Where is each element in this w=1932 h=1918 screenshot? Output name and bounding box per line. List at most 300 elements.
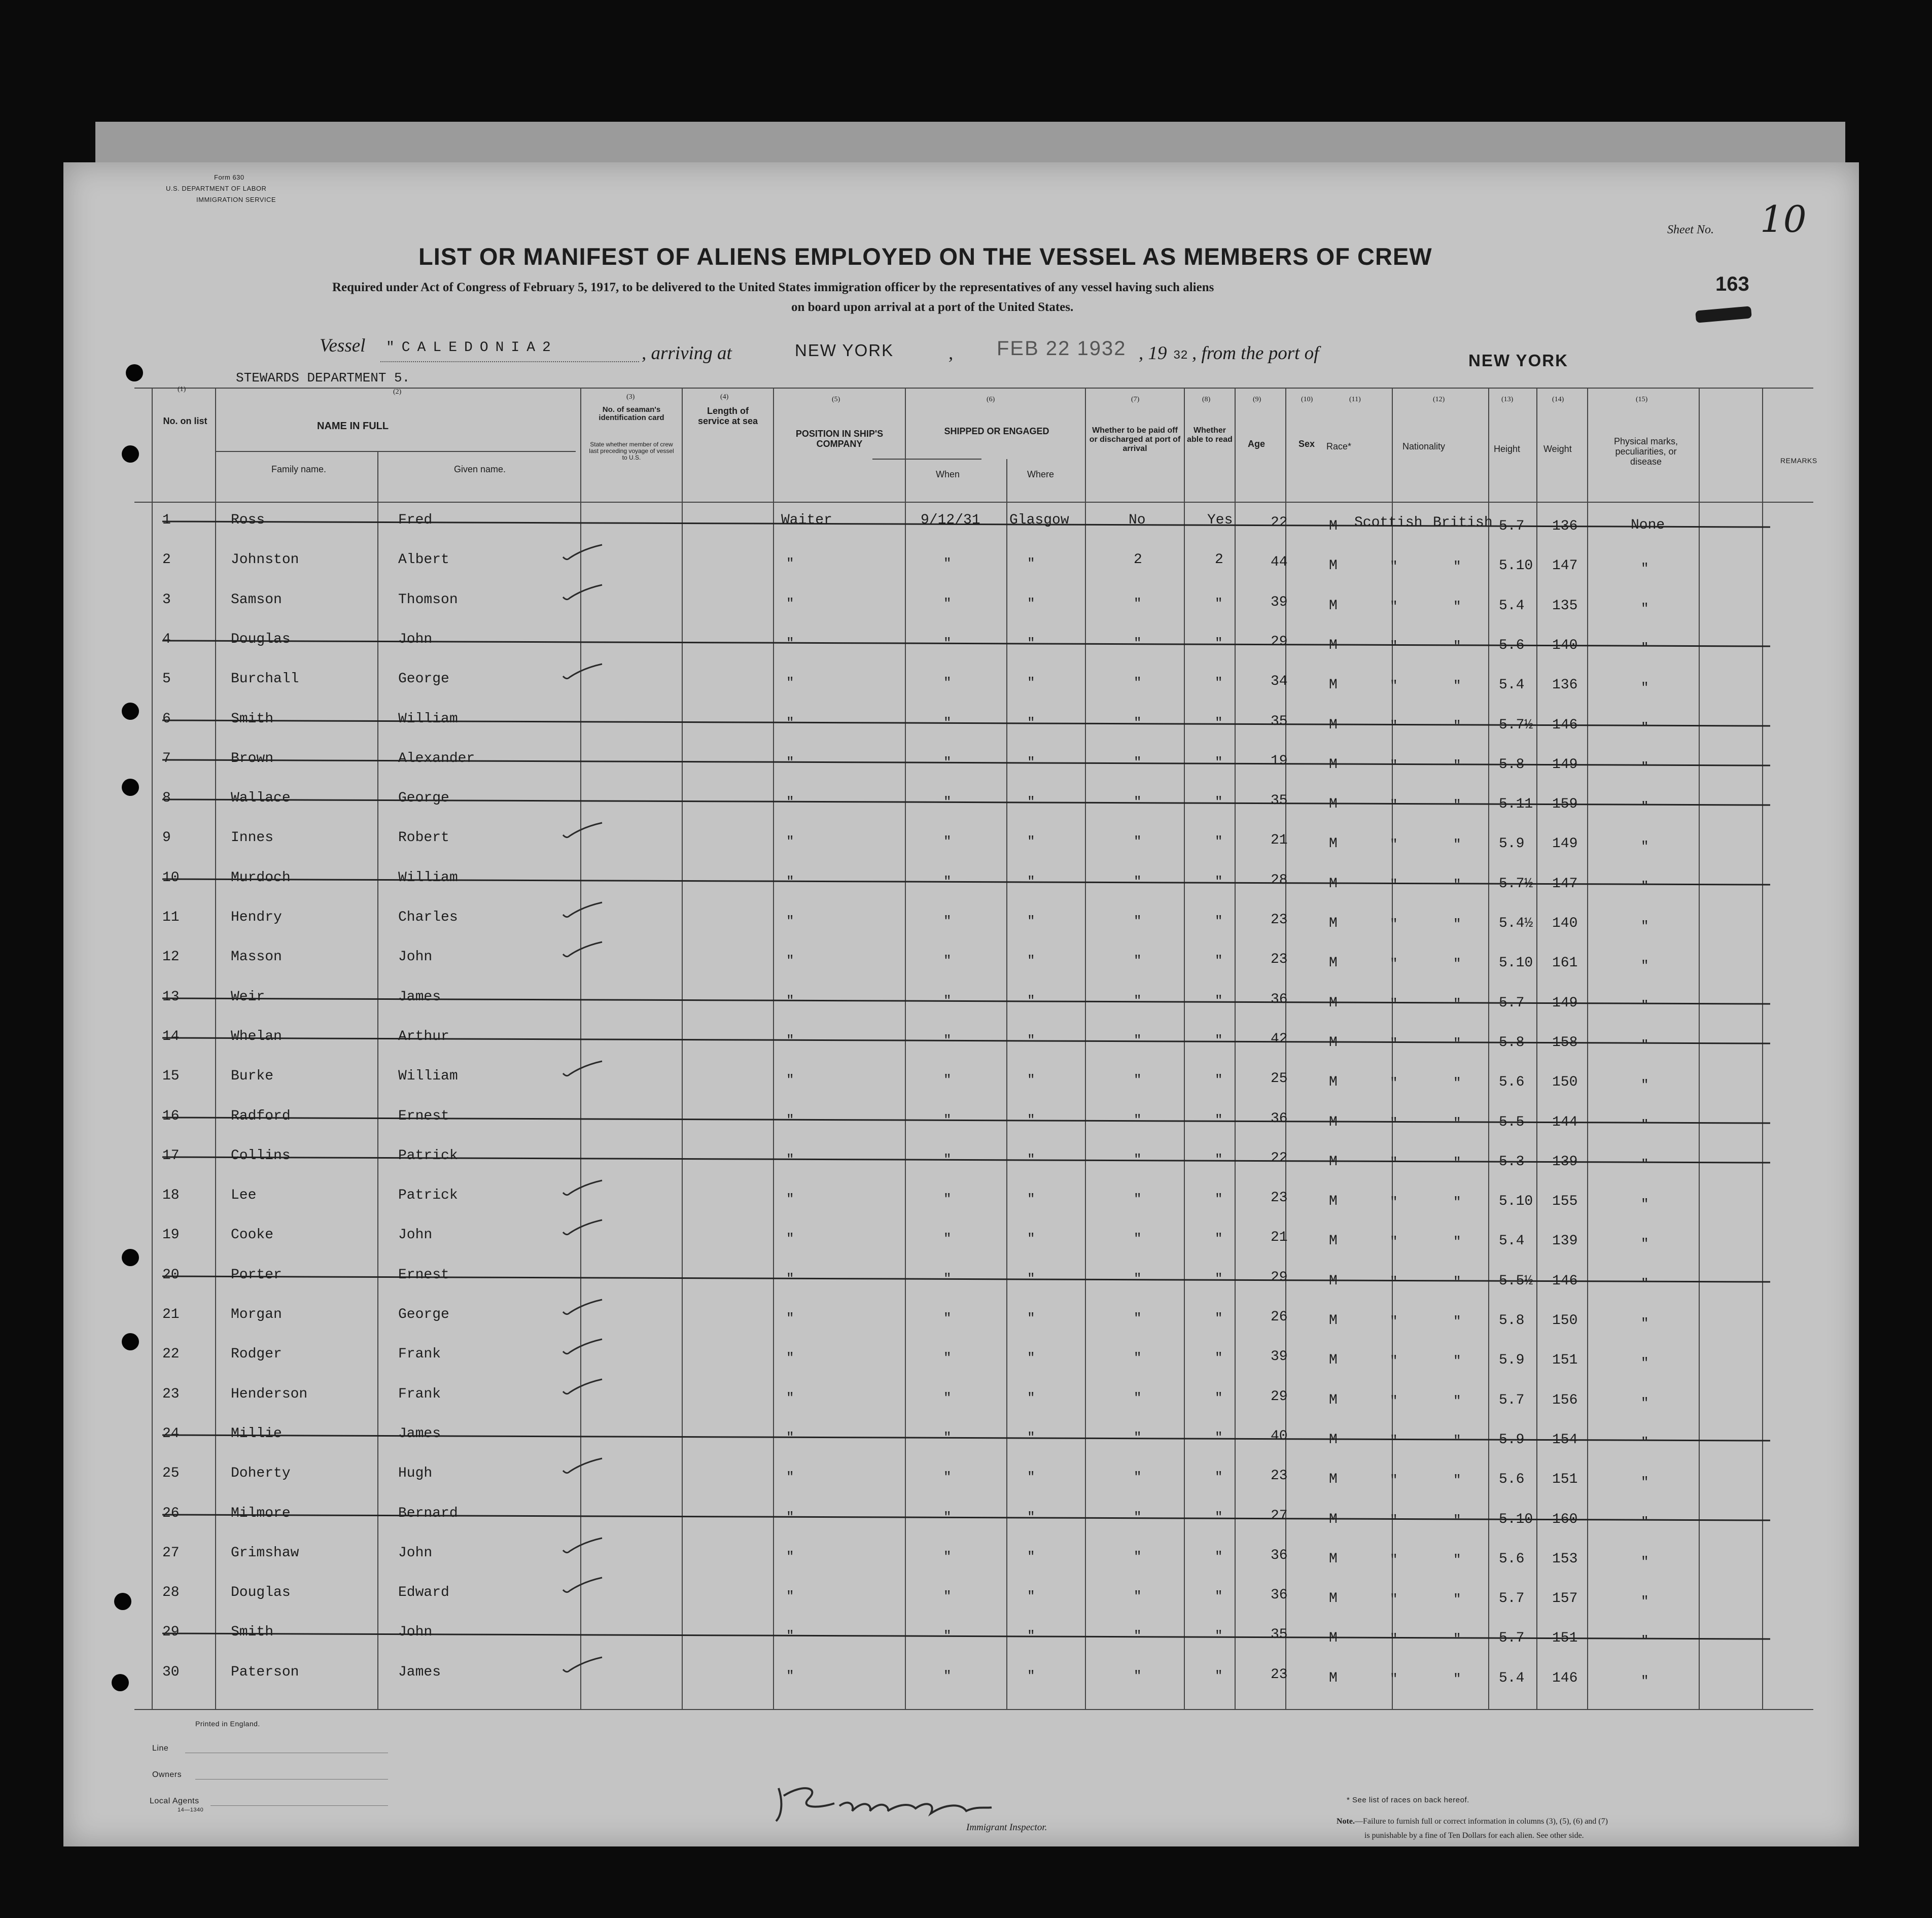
sex: M [1329, 1352, 1338, 1368]
paid-ditto: " [1134, 1390, 1142, 1406]
family-name: Samson [231, 592, 282, 608]
sex: M [1329, 598, 1338, 614]
nationality-ditto: " [1453, 718, 1461, 734]
nationality-ditto: " [1453, 599, 1461, 614]
when-ditto: " [943, 1033, 952, 1048]
age: 44 [1271, 554, 1288, 570]
vessel-name: "CALEDONIA2 [386, 340, 558, 356]
check-mark-icon [560, 583, 606, 603]
check-mark-icon [560, 662, 606, 682]
position-ditto: " [786, 715, 794, 730]
given-name: Patrick [398, 1148, 458, 1164]
col8-header: Whether able to read [1187, 426, 1233, 444]
read-ditto: " [1215, 1668, 1223, 1684]
read-ditto: " [1215, 1589, 1223, 1604]
able-to-read: 2 [1215, 552, 1223, 568]
when-ditto: " [943, 993, 952, 1008]
sex: M [1329, 1273, 1338, 1289]
given-name: Arthur [398, 1029, 449, 1044]
height: 5.8 [1499, 757, 1525, 773]
read-ditto: " [1215, 1311, 1223, 1326]
where-ditto: " [1027, 953, 1035, 968]
punch-hole [122, 1249, 139, 1266]
paid-ditto: " [1134, 1152, 1142, 1167]
weight: 139 [1552, 1233, 1578, 1249]
paid-ditto: " [1134, 1072, 1142, 1088]
weight: 147 [1552, 876, 1578, 892]
col2-number: (2) [393, 388, 402, 396]
check-mark-icon [560, 1059, 606, 1079]
race-ditto: " [1390, 639, 1398, 654]
col6-header: SHIPPED OR ENGAGED [944, 426, 1049, 436]
penalty-note [1337, 1817, 1608, 1826]
race-ditto: " [1390, 1195, 1398, 1210]
race-ditto: " [1390, 797, 1398, 813]
read-ditto: " [1215, 993, 1223, 1008]
age: 23 [1271, 1468, 1288, 1484]
position-ditto: " [786, 1112, 794, 1128]
nationality-ditto: " [1453, 797, 1461, 813]
when-ditto: " [943, 1311, 952, 1326]
weight: 156 [1552, 1392, 1578, 1408]
where-ditto: " [1027, 1033, 1035, 1048]
sex: M [1329, 1591, 1338, 1607]
race-ditto: " [1390, 877, 1398, 892]
sex: M [1329, 1472, 1338, 1487]
col4-number: (4) [720, 393, 729, 401]
read-ditto: " [1215, 1510, 1223, 1525]
family-name: Johnston [231, 552, 299, 568]
family-name: Innes [231, 830, 274, 846]
weight: 150 [1552, 1313, 1578, 1329]
nationality-ditto: " [1453, 1631, 1461, 1647]
row-number: 21 [162, 1307, 180, 1322]
family-name: Douglas [231, 1585, 291, 1600]
nationality-ditto: " [1453, 877, 1461, 892]
family-name: Weir [231, 989, 265, 1005]
col10-header: Sex [1298, 439, 1315, 449]
weight: 146 [1552, 1670, 1578, 1686]
row-number: 16 [162, 1108, 180, 1124]
weight: 149 [1552, 995, 1578, 1011]
row-number: 28 [162, 1585, 180, 1600]
row-number: 2 [162, 552, 171, 568]
nationality-ditto: " [1453, 1195, 1461, 1210]
races-note: * See list of races on back hereof. [1347, 1796, 1469, 1804]
position-ditto: " [786, 1350, 794, 1366]
read-ditto: " [1215, 914, 1223, 929]
row-number: 14 [162, 1029, 180, 1044]
race-ditto: " [1390, 996, 1398, 1012]
weight: 157 [1552, 1591, 1578, 1607]
height: 5.6 [1499, 1472, 1525, 1487]
weight: 135 [1552, 598, 1578, 614]
punch-hole [122, 703, 139, 720]
sex: M [1329, 717, 1338, 733]
position-ditto: " [786, 1033, 794, 1048]
paid-off: 2 [1134, 552, 1142, 568]
age: 36 [1271, 992, 1288, 1007]
where-ditto: " [1027, 675, 1035, 690]
from-label: , from the port of [1192, 343, 1319, 364]
note-label: Note. [1337, 1817, 1355, 1826]
family-name: Smith [231, 711, 274, 727]
where-ditto: " [1027, 1628, 1035, 1644]
nationality-ditto: " [1453, 678, 1461, 693]
race-ditto: " [1390, 1552, 1398, 1567]
race-ditto: " [1390, 1036, 1398, 1051]
remarks-header: REMARKS [1780, 457, 1817, 465]
when-ditto: " [943, 834, 952, 849]
when-ditto: " [943, 1072, 952, 1088]
family-name: Milmore [231, 1506, 291, 1521]
when-ditto: " [943, 755, 952, 770]
nationality-ditto: " [1453, 1433, 1461, 1448]
paid-ditto: " [1134, 1033, 1142, 1048]
marks-ditto: " [1641, 1038, 1649, 1053]
read-ditto: " [1215, 1430, 1223, 1445]
where-ditto: " [1027, 636, 1035, 651]
check-mark-icon [560, 821, 606, 841]
weight: 140 [1552, 916, 1578, 931]
height: 5.11 [1499, 796, 1533, 812]
race-ditto: " [1390, 678, 1398, 693]
when-ditto: " [943, 1112, 952, 1128]
weight: 136 [1552, 677, 1578, 693]
given-name: Ernest [398, 1267, 449, 1283]
read-ditto: " [1215, 1231, 1223, 1246]
sex: M [1329, 916, 1338, 931]
given-name: James [398, 1426, 441, 1442]
age: 26 [1271, 1309, 1288, 1325]
col7-number: (7) [1131, 396, 1140, 403]
height: 5.7 [1499, 1630, 1525, 1646]
page-title: LIST OR MANIFEST OF ALIENS EMPLOYED ON THE VESSEL AS MEMBERS OF CREW [418, 243, 1432, 270]
family-name: Henderson [231, 1386, 308, 1402]
punch-hole [122, 1333, 139, 1350]
when-ditto: " [943, 1628, 952, 1644]
when-ditto: " [943, 914, 952, 929]
col15-number: (15) [1636, 396, 1648, 403]
when-ditto: " [943, 1152, 952, 1167]
when-ditto: " [943, 1470, 952, 1485]
check-mark-icon [560, 1456, 606, 1477]
sex: M [1329, 1194, 1338, 1209]
read-ditto: " [1215, 596, 1223, 611]
paid-ditto: " [1134, 914, 1142, 929]
height: 5.8 [1499, 1035, 1525, 1051]
marks-ditto: " [1641, 760, 1649, 775]
agents-label: Local Agents [150, 1797, 199, 1805]
age: 23 [1271, 912, 1288, 928]
given-name: Edward [398, 1585, 449, 1600]
note-line2: is punishable by a fine of Ten Dollars for each alien. See other side. [1364, 1831, 1584, 1840]
where-ditto: " [1027, 1350, 1035, 1366]
col5-header: POSITION IN SHIP'S COMPANY [795, 429, 884, 449]
given-name: Frank [398, 1346, 441, 1362]
where-ditto: " [1027, 596, 1035, 611]
col2-header: NAME IN FULL [317, 421, 389, 432]
height: 5.4 [1499, 1233, 1525, 1249]
form-code: 14—1340 [178, 1807, 204, 1813]
row-number: 29 [162, 1624, 180, 1640]
marks-ditto: " [1641, 1118, 1649, 1133]
where-ditto: " [1027, 1589, 1035, 1604]
weight: 146 [1552, 717, 1578, 733]
check-mark-icon [560, 1178, 606, 1199]
marks-ditto: " [1641, 1396, 1649, 1411]
col9-number: (9) [1253, 396, 1261, 403]
read-ditto: " [1215, 715, 1223, 730]
age: 21 [1271, 832, 1288, 848]
marks-ditto: " [1641, 879, 1649, 894]
sex: M [1329, 1035, 1338, 1051]
paid-ditto: " [1134, 715, 1142, 730]
race: Scottish [1354, 515, 1423, 531]
read-ditto: " [1215, 953, 1223, 968]
read-ditto: " [1215, 1549, 1223, 1564]
height: 5.9 [1499, 1352, 1525, 1368]
family-name: Burke [231, 1068, 274, 1084]
when-ditto: " [943, 636, 952, 651]
nationality-ditto: " [1453, 559, 1461, 574]
nationality-ditto: " [1453, 639, 1461, 654]
row-number: 24 [162, 1426, 180, 1442]
race-ditto: " [1390, 917, 1398, 932]
race-ditto: " [1390, 1671, 1398, 1687]
position-ditto: " [786, 1430, 794, 1445]
crew-table-body [63, 162, 1859, 1846]
weight: 139 [1552, 1154, 1578, 1170]
when-ditto: " [943, 596, 952, 611]
where-ditto: " [1027, 834, 1035, 849]
service-label: IMMIGRATION SERVICE [196, 196, 276, 203]
sex: M [1329, 876, 1338, 892]
height: 5.8 [1499, 1313, 1525, 1329]
height: 5.3 [1499, 1154, 1525, 1170]
where-ditto: " [1027, 1112, 1035, 1128]
paid-ditto: " [1134, 1668, 1142, 1684]
paid-ditto: " [1134, 953, 1142, 968]
row-number: 27 [162, 1545, 180, 1561]
when-ditto: " [943, 1350, 952, 1366]
given-name: James [398, 1664, 441, 1680]
marks-ditto: " [1641, 680, 1649, 695]
punch-hole [112, 1674, 129, 1691]
race-ditto: " [1390, 1393, 1398, 1409]
owners-rule [195, 1779, 388, 1780]
owners-label: Owners [152, 1770, 182, 1779]
nationality-ditto: " [1453, 1314, 1461, 1329]
paid-ditto: " [1134, 1589, 1142, 1604]
department-line: STEWARDS DEPARTMENT 5. [236, 370, 410, 386]
paid-ditto: " [1134, 596, 1142, 611]
paid-ditto: " [1134, 1231, 1142, 1246]
where-ditto: " [1027, 1510, 1035, 1525]
given-name: Bernard [398, 1506, 458, 1521]
age: 39 [1271, 595, 1288, 610]
given-name: William [398, 1068, 458, 1084]
height: 5.7 [1499, 1392, 1525, 1408]
marks-ditto: " [1641, 1157, 1649, 1172]
weight: 158 [1552, 1035, 1578, 1051]
family-name: Radford [231, 1108, 291, 1124]
family-name: Paterson [231, 1664, 299, 1680]
age: 19 [1271, 753, 1288, 769]
col7-header: Whether to be paid off or discharged at port of arrival [1089, 426, 1181, 453]
age: 23 [1271, 1190, 1288, 1206]
row-number: 3 [162, 592, 171, 608]
paid-ditto: " [1134, 1628, 1142, 1644]
marks-ditto: " [1641, 1197, 1649, 1212]
position-ditto: " [786, 636, 794, 651]
paid-ditto: " [1134, 1350, 1142, 1366]
row-number: 10 [162, 870, 180, 886]
marks-ditto: " [1641, 1475, 1649, 1490]
race-ditto: " [1390, 1274, 1398, 1289]
race-ditto: " [1390, 1155, 1398, 1170]
height: 5.5 [1499, 1114, 1525, 1130]
height: 5.6 [1499, 1074, 1525, 1090]
where-header: Where [1027, 469, 1055, 479]
weight: 140 [1552, 638, 1578, 653]
position-ditto: " [786, 596, 794, 611]
family-name: Rodger [231, 1346, 282, 1362]
age: 39 [1271, 1349, 1288, 1365]
sex: M [1329, 1670, 1338, 1686]
inspector-signature [763, 1768, 1129, 1829]
nationality-ditto: " [1453, 1115, 1461, 1131]
paid-ditto: " [1134, 1430, 1142, 1445]
col3-number: (3) [626, 393, 635, 401]
family-name: Grimshaw [231, 1545, 299, 1561]
given-name: Frank [398, 1386, 441, 1402]
check-mark-icon [560, 1377, 606, 1398]
check-mark-icon [560, 940, 606, 960]
marks-ditto: " [1641, 799, 1649, 815]
where-ditto: " [1027, 755, 1035, 770]
read-ditto: " [1215, 636, 1223, 651]
paid-ditto: " [1134, 794, 1142, 810]
family-name: Lee [231, 1188, 257, 1203]
sex: M [1329, 1432, 1338, 1448]
race-ditto: " [1390, 1513, 1398, 1528]
nationality-ditto: " [1453, 996, 1461, 1012]
given-name: George [398, 671, 449, 687]
date-stamp: FEB 22 1932 [997, 337, 1127, 360]
row-number: 12 [162, 949, 180, 965]
height: 5.10 [1499, 1194, 1533, 1209]
marks-ditto: " [1641, 1276, 1649, 1292]
when-ditto: " [943, 1271, 952, 1286]
read-ditto: " [1215, 834, 1223, 849]
where-ditto: " [1027, 1311, 1035, 1326]
where-ditto: " [1027, 1192, 1035, 1207]
marks-ditto: " [1641, 1515, 1649, 1530]
given-name: Thomson [398, 592, 458, 608]
family-name: Douglas [231, 632, 291, 647]
col11-header: Race* [1326, 441, 1352, 451]
col3-note: State whether member of crew last preceding voyage of vessel to U.S. [589, 441, 674, 461]
read-ditto: " [1215, 1271, 1223, 1286]
position-ditto: " [786, 1510, 794, 1525]
nationality-ditto: " [1453, 1274, 1461, 1289]
sex: M [1329, 1551, 1338, 1567]
row-number: 20 [162, 1267, 180, 1283]
given-name: John [398, 1545, 433, 1561]
given-name: John [398, 632, 433, 647]
sex: M [1329, 1392, 1338, 1408]
height: 5.10 [1499, 558, 1533, 574]
row-number: 22 [162, 1346, 180, 1362]
where-ditto: " [1027, 1430, 1035, 1445]
position-ditto: " [786, 755, 794, 770]
height: 5.9 [1499, 1432, 1525, 1448]
given-name: John [398, 949, 433, 965]
sex: M [1329, 1233, 1338, 1249]
sex: M [1329, 1154, 1338, 1170]
where-ditto: " [1027, 1470, 1035, 1485]
read-ditto: " [1215, 1628, 1223, 1644]
read-ditto: " [1215, 1112, 1223, 1128]
year-prefix: , 19 [1139, 343, 1167, 364]
when-ditto: " [943, 1668, 952, 1684]
col13-header: Height [1494, 444, 1521, 454]
read-ditto: " [1215, 1033, 1223, 1048]
weight: 149 [1552, 836, 1578, 852]
when-ditto: " [943, 1589, 952, 1604]
where-ditto: " [1027, 1152, 1035, 1167]
check-mark-icon [560, 1536, 606, 1556]
arriving-label: , arriving at [642, 343, 732, 364]
sex: M [1329, 955, 1338, 971]
sex: M [1329, 518, 1338, 534]
row-number: 18 [162, 1188, 180, 1203]
race-ditto: " [1390, 1115, 1398, 1131]
given-name-header: Given name. [454, 464, 506, 474]
sex: M [1329, 677, 1338, 693]
family-name: Collins [231, 1148, 291, 1164]
col4-header: Length of service at sea [697, 406, 758, 426]
line-label: Line [152, 1744, 169, 1753]
age: 40 [1271, 1428, 1288, 1444]
position-ditto: " [786, 1311, 794, 1326]
read-ditto: " [1215, 1192, 1223, 1207]
race-ditto: " [1390, 758, 1398, 773]
race-ditto: " [1390, 1314, 1398, 1329]
nationality-ditto: " [1453, 1075, 1461, 1091]
marks-ditto: " [1641, 1236, 1649, 1251]
col15-header: Physical marks, peculiarities, or disease [1613, 436, 1678, 467]
given-name: Fred [398, 512, 433, 528]
marks-ditto: " [1641, 641, 1649, 656]
subtitle-line1: Required under Act of Congress of February 5, 1917, to be delivered to the United States immigration officer by the representatives of any vessel having such aliens [332, 281, 1214, 294]
paid-ditto: " [1134, 675, 1142, 690]
where-ditto: " [1027, 1668, 1035, 1684]
read-ditto: " [1215, 874, 1223, 889]
sex: M [1329, 638, 1338, 653]
nationality-ditto: " [1453, 1353, 1461, 1369]
punch-hole [126, 364, 143, 381]
age: 23 [1271, 1667, 1288, 1683]
check-mark-icon [560, 1337, 606, 1357]
marks-ditto: " [1641, 1355, 1649, 1371]
position-ditto: " [786, 1152, 794, 1167]
family-name: Hendry [231, 910, 282, 925]
paid-ditto: " [1134, 1470, 1142, 1485]
paid-ditto: " [1134, 1311, 1142, 1326]
read-ditto: " [1215, 1390, 1223, 1406]
